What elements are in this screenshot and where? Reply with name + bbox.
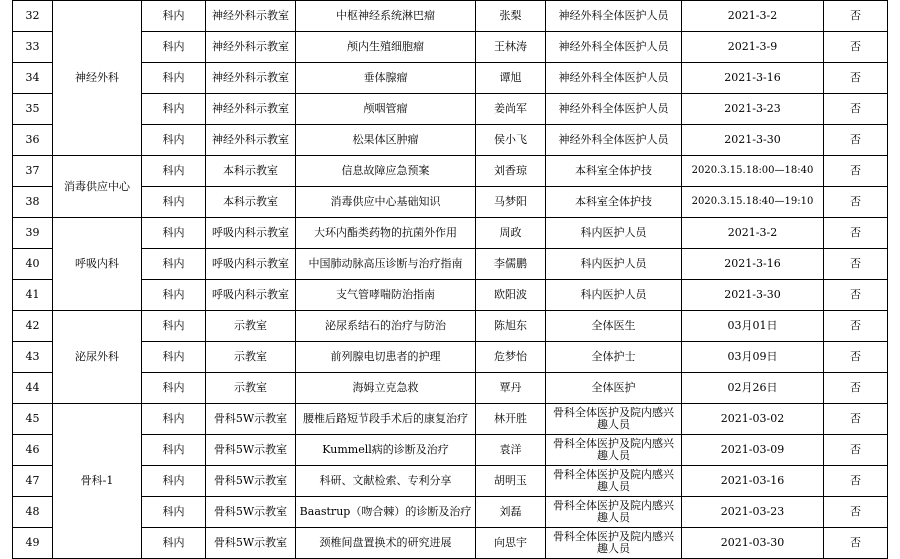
lecture-type: 科内 [142,1,206,32]
row-number: 39 [13,218,53,249]
lecture-topic: 颅内生殖细胞瘤 [296,32,476,63]
table-row [13,249,888,280]
lecture-topic: 信息故障应急预案 [296,156,476,187]
table-row [13,32,888,63]
table-row [13,1,888,32]
speaker-name: 周政 [476,218,546,249]
speaker-name: 刘磊 [476,497,546,528]
lecture-location: 神经外科示教室 [206,32,296,63]
department-name: 神经外科 [53,1,142,156]
lecture-location: 神经外科示教室 [206,63,296,94]
lecture-date: 2021-03-02 [682,404,824,435]
lecture-topic: 泌尿系结石的治疗与防治 [296,311,476,342]
lecture-location: 示教室 [206,373,296,404]
flag-value: 否 [824,528,888,559]
lecture-topic: 腰椎后路短节段手术后的康复治疗 [296,404,476,435]
lecture-location: 示教室 [206,311,296,342]
row-number: 37 [13,156,53,187]
flag-value: 否 [824,497,888,528]
lecture-date: 2021-03-30 [682,528,824,559]
lecture-topic: 前列腺电切患者的护理 [296,342,476,373]
lecture-topic: Baastrup（吻合棘）的诊断及治疗 [296,497,476,528]
flag-value: 否 [824,1,888,32]
table-row [13,125,888,156]
lecture-type: 科内 [142,497,206,528]
lecture-date: 2021-3-23 [682,94,824,125]
lecture-location: 神经外科示教室 [206,94,296,125]
lecture-topic: 颈椎间盘置换术的研究进展 [296,528,476,559]
lecture-type: 科内 [142,218,206,249]
lecture-type: 科内 [142,63,206,94]
lecture-type: 科内 [142,94,206,125]
lecture-date: 2021-3-30 [682,280,824,311]
lecture-date: 2021-3-9 [682,32,824,63]
schedule-body [13,1,888,559]
lecture-date: 2021-03-09 [682,435,824,466]
lecture-type: 科内 [142,342,206,373]
lecture-type: 科内 [142,125,206,156]
speaker-name: 刘香琼 [476,156,546,187]
row-number: 41 [13,280,53,311]
lecture-date: 2021-3-16 [682,63,824,94]
table-row [13,311,888,342]
lecture-type: 科内 [142,249,206,280]
table-row [13,466,888,497]
lecture-location: 神经外科示教室 [206,1,296,32]
lecture-date: 2021-03-23 [682,497,824,528]
lecture-topic: 科研、文献检索、专利分享 [296,466,476,497]
lecture-location: 骨科5W示教室 [206,435,296,466]
lecture-topic: 大环内酯类药物的抗菌外作用 [296,218,476,249]
lecture-location: 示教室 [206,342,296,373]
audience: 神经外科全体医护人员 [546,32,682,63]
audience: 科内医护人员 [546,280,682,311]
lecture-date: 2021-03-16 [682,466,824,497]
table-row [13,435,888,466]
lecture-topic: 颅咽管瘤 [296,94,476,125]
flag-value: 否 [824,63,888,94]
lecture-location: 骨科5W示教室 [206,466,296,497]
speaker-name: 侯小飞 [476,125,546,156]
audience: 骨科全体医护及院内感兴趣人员 [546,404,682,435]
speaker-name: 危梦怡 [476,342,546,373]
lecture-location: 本科示教室 [206,156,296,187]
lecture-date: 2021-3-30 [682,125,824,156]
flag-value: 否 [824,280,888,311]
table-row [13,94,888,125]
lecture-type: 科内 [142,373,206,404]
table-row [13,404,888,435]
lecture-location: 本科示教室 [206,187,296,218]
lecture-type: 科内 [142,435,206,466]
speaker-name: 欧阳波 [476,280,546,311]
speaker-name: 王林涛 [476,32,546,63]
row-number: 34 [13,63,53,94]
flag-value: 否 [824,187,888,218]
row-number: 36 [13,125,53,156]
speaker-name: 袁洋 [476,435,546,466]
flag-value: 否 [824,435,888,466]
audience: 骨科全体医护及院内感兴趣人员 [546,466,682,497]
row-number: 44 [13,373,53,404]
speaker-name: 向思宇 [476,528,546,559]
table-row [13,528,888,559]
lecture-topic: 垂体腺瘤 [296,63,476,94]
flag-value: 否 [824,404,888,435]
speaker-name: 谭旭 [476,63,546,94]
flag-value: 否 [824,373,888,404]
flag-value: 否 [824,156,888,187]
audience: 神经外科全体医护人员 [546,125,682,156]
flag-value: 否 [824,249,888,280]
lecture-location: 神经外科示教室 [206,125,296,156]
flag-value: 否 [824,125,888,156]
row-number: 49 [13,528,53,559]
lecture-topic: Kummell病的诊断及治疗 [296,435,476,466]
row-number: 48 [13,497,53,528]
lecture-location: 骨科5W示教室 [206,497,296,528]
speaker-name: 马梦阳 [476,187,546,218]
audience: 神经外科全体医护人员 [546,1,682,32]
lecture-topic: 中国肺动脉高压诊断与治疗指南 [296,249,476,280]
lecture-location: 呼吸内科示教室 [206,280,296,311]
lecture-location: 骨科5W示教室 [206,404,296,435]
lecture-date: 03月09日 [682,342,824,373]
table-row [13,156,888,187]
audience: 神经外科全体医护人员 [546,94,682,125]
lecture-topic: 海姆立克急救 [296,373,476,404]
audience: 本科室全体护技 [546,187,682,218]
lecture-topic: 中枢神经系统淋巴瘤 [296,1,476,32]
table-row [13,497,888,528]
lecture-location: 骨科5W示教室 [206,528,296,559]
lecture-type: 科内 [142,32,206,63]
department-name: 骨科-1 [53,404,142,559]
table-row [13,373,888,404]
row-number: 38 [13,187,53,218]
flag-value: 否 [824,311,888,342]
table-row [13,280,888,311]
flag-value: 否 [824,32,888,63]
audience: 科内医护人员 [546,218,682,249]
lecture-type: 科内 [142,280,206,311]
speaker-name: 胡明玉 [476,466,546,497]
flag-value: 否 [824,218,888,249]
audience: 神经外科全体医护人员 [546,63,682,94]
lecture-location: 呼吸内科示教室 [206,218,296,249]
speaker-name: 姜尚军 [476,94,546,125]
audience: 骨科全体医护及院内感兴趣人员 [546,497,682,528]
department-name: 呼吸内科 [53,218,142,311]
lecture-date: 03月01日 [682,311,824,342]
table-row [13,63,888,94]
speaker-name: 李儒鹏 [476,249,546,280]
lecture-topic: 支气管哮喘防治指南 [296,280,476,311]
flag-value: 否 [824,342,888,373]
audience: 全体医护 [546,373,682,404]
lecture-type: 科内 [142,156,206,187]
audience: 骨科全体医护及院内感兴趣人员 [546,435,682,466]
lecture-date: 02月26日 [682,373,824,404]
lecture-date: 2021-3-2 [682,1,824,32]
lecture-topic: 消毒供应中心基础知识 [296,187,476,218]
lecture-topic: 松果体区肿瘤 [296,125,476,156]
department-name: 消毒供应中心 [53,156,142,218]
audience: 全体护士 [546,342,682,373]
lecture-type: 科内 [142,311,206,342]
audience: 全体医生 [546,311,682,342]
audience: 本科室全体护技 [546,156,682,187]
speaker-name: 覃丹 [476,373,546,404]
lecture-type: 科内 [142,404,206,435]
speaker-name: 林开胜 [476,404,546,435]
flag-value: 否 [824,94,888,125]
audience: 骨科全体医护及院内感兴趣人员 [546,528,682,559]
flag-value: 否 [824,466,888,497]
schedule-table [12,0,888,559]
row-number: 45 [13,404,53,435]
lecture-date: 2020.3.15.18:40—19:10 [682,187,824,218]
table-row [13,342,888,373]
row-number: 32 [13,1,53,32]
row-number: 46 [13,435,53,466]
department-name: 泌尿外科 [53,311,142,404]
table-row [13,218,888,249]
row-number: 47 [13,466,53,497]
row-number: 42 [13,311,53,342]
row-number: 33 [13,32,53,63]
lecture-type: 科内 [142,528,206,559]
lecture-date: 2020.3.15.18:00—18:40 [682,156,824,187]
speaker-name: 张梨 [476,1,546,32]
lecture-location: 呼吸内科示教室 [206,249,296,280]
lecture-type: 科内 [142,187,206,218]
row-number: 40 [13,249,53,280]
table-row [13,187,888,218]
row-number: 35 [13,94,53,125]
speaker-name: 陈旭东 [476,311,546,342]
lecture-date: 2021-3-16 [682,249,824,280]
lecture-date: 2021-3-2 [682,218,824,249]
row-number: 43 [13,342,53,373]
lecture-type: 科内 [142,466,206,497]
audience: 科内医护人员 [546,249,682,280]
